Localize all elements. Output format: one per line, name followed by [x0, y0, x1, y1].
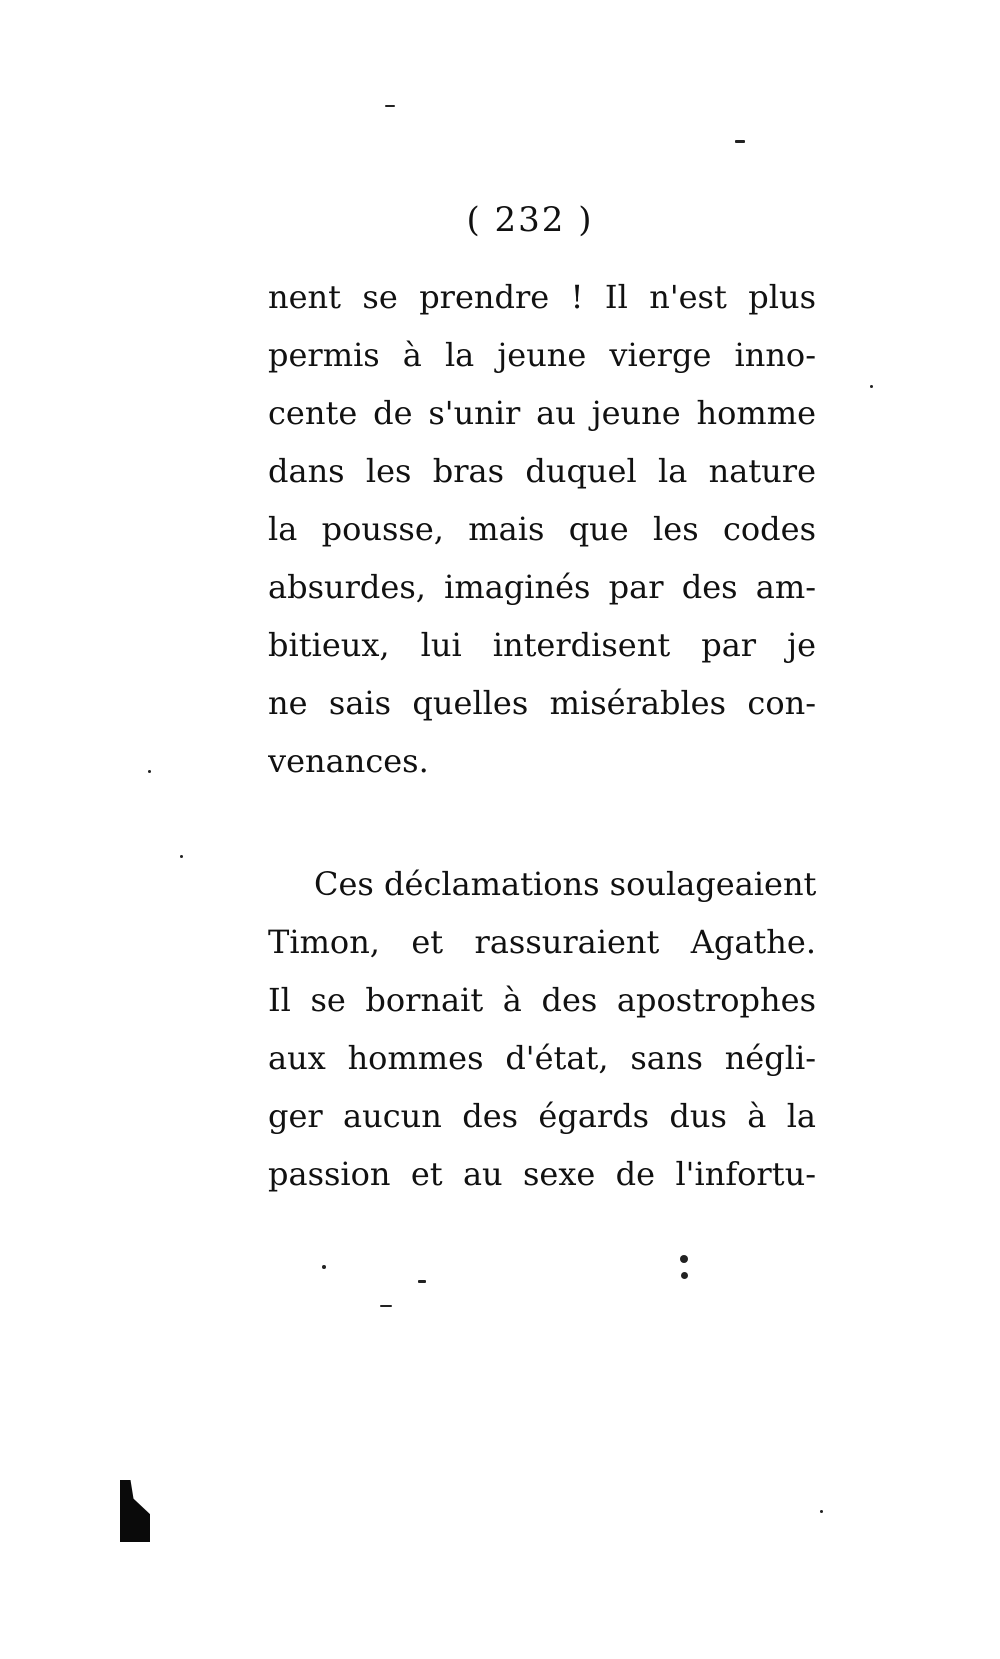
text-line: bitieux, lui interdisent par je [268, 626, 816, 664]
page-number: ( 232 ) [466, 200, 594, 240]
scan-speck [180, 855, 183, 858]
scan-speck [681, 1272, 688, 1279]
text-line: venances. [268, 742, 429, 780]
scan-edge-mark [120, 1480, 150, 1542]
paragraph-2 [268, 855, 816, 1203]
text-line: Ces déclamations soulageaient [314, 865, 816, 903]
text-line: permis à la jeune vierge inno- [268, 336, 816, 374]
scan-speck [870, 385, 873, 388]
scan-speck [380, 1305, 392, 1307]
scan-speck [735, 140, 745, 143]
text-line: ne sais quelles misérables con- [268, 684, 816, 722]
scan-speck [385, 105, 395, 107]
text-line: Timon, et rassuraient Agathe. [268, 923, 816, 961]
text-line: dans les bras duquel la nature [268, 452, 816, 490]
text-line: la pousse, mais que les codes [268, 510, 816, 548]
text-line: aux hommes d'état, sans négli- [268, 1039, 816, 1077]
text-line: passion et au sexe de l'infortu- [268, 1155, 816, 1193]
text-line: absurdes, imaginés par des am- [268, 568, 816, 606]
paragraph-1 [268, 268, 816, 790]
text-line: Il se bornait à des apostrophes [268, 981, 816, 1019]
scan-speck [418, 1280, 426, 1283]
scan-speck [680, 1255, 688, 1263]
scan-speck [148, 770, 151, 773]
text-line: nent se prendre ! Il n'est plus [268, 278, 816, 316]
scan-speck [820, 1510, 823, 1513]
text-line: cente de s'unir au jeune homme [268, 394, 816, 432]
text-line: ger aucun des égards dus à la [268, 1097, 816, 1135]
scan-speck [322, 1265, 326, 1269]
